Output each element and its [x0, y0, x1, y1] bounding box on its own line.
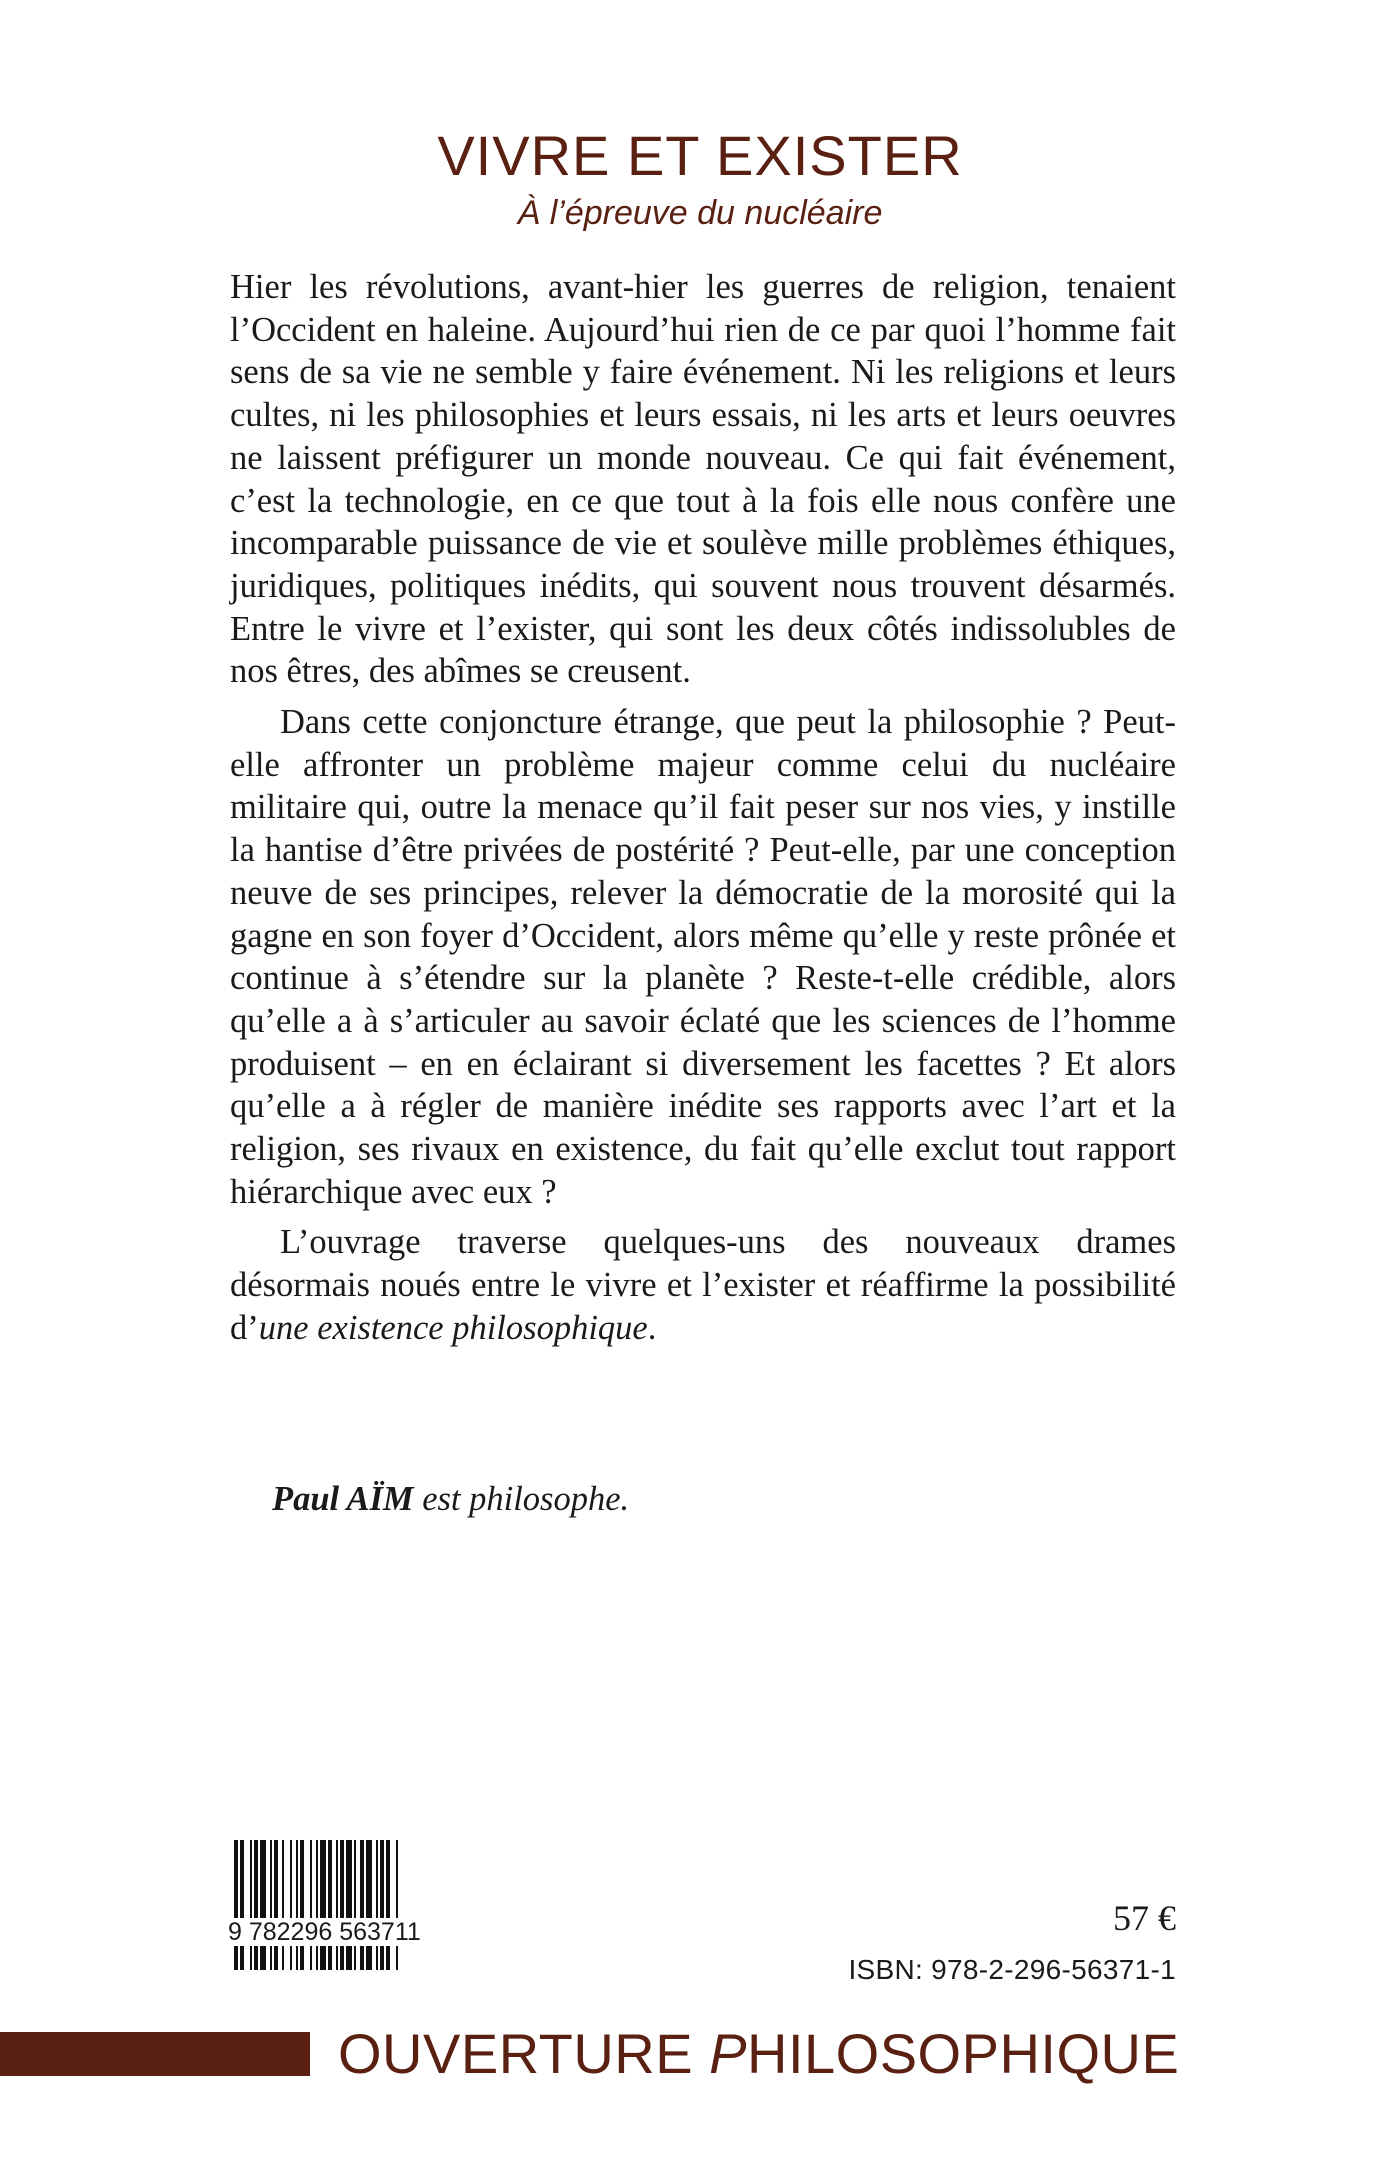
collection-part-3: HILOSOPHIQUE — [747, 2022, 1180, 2085]
collection-part-1: OUVERTURE — [338, 2022, 710, 2085]
blurb-paragraph-2: Dans cette conjoncture étrange, que peut la philosophie ? Peut-elle affronter un problème majeur comme celui du nucléaire militaire qui, outre la menace qu’il fait peser sur nos vies, y instille la hantise d’être privées de postérité ? Peut-elle, par une conception neuve de ses principes, relever la démocratie de la morosité qui la gagne en son foyer d’Occident, alors même qu’elle y reste prônée et continue à s’étendre sur la planète ? Reste-t-elle crédible, alors qu’elle a à s’articuler au savoir éclaté que les sciences de l’homme produisent – en en éclairant si diversement les facettes ? Et alors qu’elle a à régler de manière inédite ses rapports avec l’art et la religion, ses rivaux en existence, du fait qu’elle exclut tout rapport hiérarchique avec eux ? — [230, 703, 1176, 1211]
blurb-paragraph-1: Hier les révolutions, avant-hier les guerres de religion, tenaient l’Occident en haleine. Aujourd’hui rien de ce par quoi l’homme fait sens de sa vie ne semble y faire événement. Ni les religions et leurs cultes, ni les philosophies et leurs essais, ni les arts et leurs oeuvres ne laissent préfigurer un monde nouveau. Ce qui fait événement, c’est la technologie, en ce que tout à la fois elle nous confère une incomparable puissance de vie et soulève mille problèmes éthiques, juridiques, politiques inédits, qui souvent nous trouvent désarmés. Entre le vivre et l’exister, qui sont les deux côtés indissolubles de nos êtres, des abîmes se creusent. — [230, 268, 1176, 691]
paragraph-3-end: . — [647, 1308, 657, 1347]
barcode-number: 9 782296 563711 — [228, 1918, 421, 1946]
collection-accent-bar — [0, 2032, 310, 2076]
isbn: ISBN: 978-2-296-56371-1 — [848, 1954, 1176, 1985]
author-name: Paul AÏM — [272, 1480, 414, 1518]
price: 57 € — [1113, 1898, 1176, 1938]
collection-name — [338, 2022, 1180, 2085]
author-description: est philosophe. — [413, 1480, 630, 1518]
collection-part-2: P — [709, 2022, 747, 2085]
blurb-text — [230, 266, 1176, 1358]
book-subtitle: À l’épreuve du nucléaire — [517, 194, 883, 232]
blurb-paragraph-3 — [230, 1221, 1176, 1349]
paragraph-3-text: L’ouvrage traverse quelques-uns des nouveaux drames désormais noués entre le vivre et l’exister et réaffirme la possibilité d’ — [230, 1223, 1176, 1347]
paragraph-3-emphasis: une existence philosophique — [258, 1308, 648, 1347]
author-bio — [272, 1480, 629, 1519]
book-title: VIVRE ET EXISTER — [437, 124, 963, 187]
